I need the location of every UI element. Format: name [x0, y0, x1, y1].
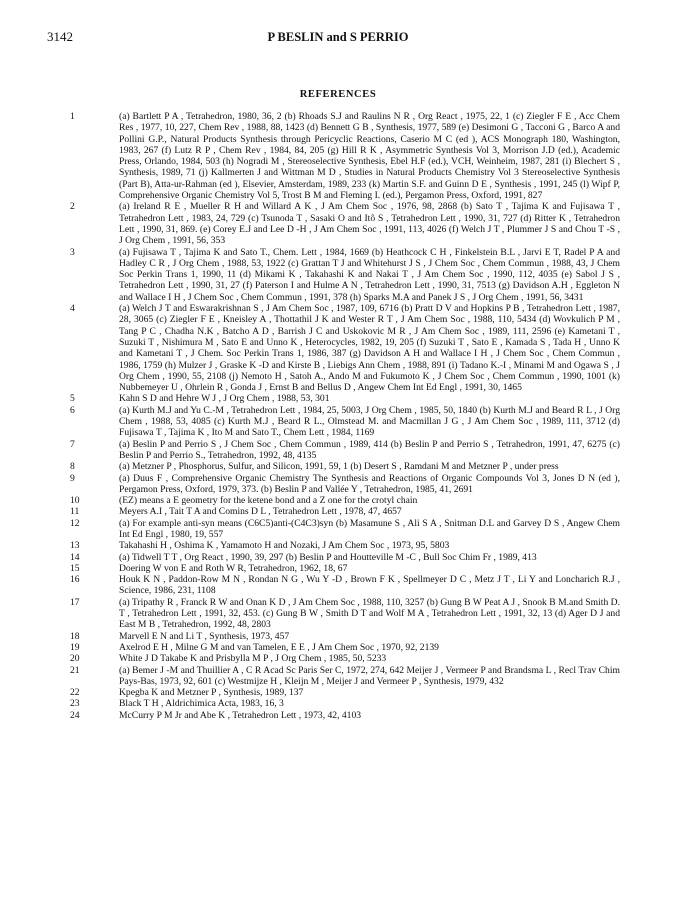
- section-title: REFERENCES: [299, 89, 377, 100]
- reference-list: [70, 111, 620, 721]
- reference-entry: [70, 461, 620, 472]
- reference-text: White J D Takabe K and Prisbylla M P , J Org Chem , 1985, 50, 5233: [119, 653, 387, 665]
- reference-number: 23: [70, 698, 80, 710]
- reference-number: 24: [70, 709, 80, 721]
- reference-text: (a) Duus F , Comprehensive Organic Chemistry The Synthesis and Reactions of Organic Compounds Vol 3, Jones D N (ed ), Pergamon Press, Oxford, 1979, 373. (b) Beslin P and Vallée Y , Tetrahedron, 1985, 41, 2691: [119, 472, 620, 495]
- reference-text: Meyers A.I , Tait T A and Comins D L , Tetrahedron Lett , 1978, 47, 4657: [119, 506, 402, 518]
- reference-entry: [70, 506, 620, 517]
- reference-text: Doering W von E and Roth W R, Tetrahedron, 1962, 18, 67: [119, 562, 348, 574]
- reference-entry: [70, 574, 620, 597]
- reference-entry: [70, 642, 620, 653]
- running-header: P BESLIN and S PERRIO: [267, 30, 409, 44]
- reference-entry: [70, 518, 620, 541]
- reference-number: 12: [70, 517, 80, 529]
- reference-entry: [70, 303, 620, 393]
- reference-number: 3: [70, 246, 75, 258]
- reference-text: (a) Ireland R E , Mueller R H and Willard A K , J Am Chem Soc , 1976, 98, 2868 (b) Sato T , Tajima K and Fujisawa T , Tetrahedron Lett , 1983, 24, 729 (c) Tsunoda T , Sasaki O and Itô S , Tetrahedron Lett , 1990, 31, 727 (d) Ritter K , Tetrahedron Lett , 1990, 31, 869. (e) Corey E.J and Lee D -H , J Am Chem Soc , 1991, 113, 4026 (f) Welch J T , Plummer J S and Chou T -S , J Org Chem , 1991, 56, 353: [119, 201, 620, 247]
- reference-text: Axelrod E H , Milne G M and van Tamelen, E E , J Am Chem Soc , 1970, 92, 2139: [119, 641, 439, 653]
- reference-text: Marvell E N and Li T , Synthesis, 1973, 457: [119, 630, 290, 642]
- reference-number: 6: [70, 404, 75, 416]
- reference-entry: [70, 687, 620, 698]
- reference-number: 22: [70, 687, 80, 699]
- reference-entry: [70, 495, 620, 506]
- reference-text: (a) Tripathy R , Franck R W and Onan K D , J Am Chem Soc , 1988, 110, 3257 (b) Gung B W Peat A J , Snook B M.and Smith D. T , Tetrahedron Lett , 1991, 32, 453. (c) Gung B W , Smith D T and Wolf M A , Tetrahedron Lett , 1991, 32, 13 (d) Ager D J and East M B , Tetrahedron, 1992, 48, 2803: [119, 596, 620, 631]
- reference-number: 10: [70, 495, 80, 507]
- reference-entry: [70, 393, 620, 404]
- reference-number: 11: [70, 506, 80, 518]
- reference-entry: [70, 540, 620, 551]
- reference-number: 2: [70, 201, 75, 213]
- reference-text: (a) Fujisawa T , Tajima K and Sato T., Chem. Lett , 1984, 1669 (b) Heathcock C H , Finkelstein B.L , Jarvi E T, Radel P A and Hadley C R , J Org Chem , 1988, 53, 1922 (c) Grattan T J and Whitehurst J S , J Chem Soc , Chem Commun , 1988, 43, J Chem Soc Perkin Trans 1, 1990, 11 (d) Mikami K , Takahashi K and Nakai T , J Am Chem Soc , 1990, 112, 4035 (e) Sabol J S , Tetrahedron Lett , 1990, 31, 27 (f) Paterson I and Hulme A N , Tetrahedron Lett , 1990, 31, 7513 (g) Davidson A.H , Eggleton N and Wallace I H , J Chem Soc , Chem Commun , 1991, 378 (h) Sparks M.A and Panek J S , J Org Chem , 1991, 56, 3431: [119, 246, 620, 303]
- reference-entry: [70, 405, 620, 439]
- reference-number: 14: [70, 551, 80, 563]
- reference-entry: [70, 111, 620, 201]
- reference-entry: [70, 710, 620, 721]
- reference-text: McCurry P M Jr and Abe K , Tetrahedron Lett , 1973, 42, 4103: [119, 709, 362, 721]
- reference-text: Takahashi H , Oshima K , Yamamoto H and Nozaki, J Am Chem Soc , 1973, 95, 5803: [119, 540, 450, 552]
- reference-text: (EZ) means a E geometry for the ketene bond and a Z one for the crotyl chain: [119, 495, 418, 507]
- reference-entry: [70, 439, 620, 462]
- reference-text: (a) Welch J T and Eswarakrishnan S , J Am Chem Soc , 1987, 109, 6716 (b) Pratt D V and Hopkins P B , Tetrahedron Lett , 1987, 28, 3065 (c) Ziegler F E , Kneisley A , Thottathil J K and Wester R T , J Am Chem Soc , 1988, 110, 5434 (d) Wovkulich P M , Tang P C , Chadha N.K , Batcho A D , Barrish J C and Uskokovic M R , J Am Chem Soc , 1989, 111, 2596 (e) Kametani T , Suzuki T , Nishimura M , Sato E and Unno K , Heterocycles, 1982, 19, 205 (f) Suzuki T , Sato E , Kamada S , Tada H , Unno K and Kametani T , J Chem. Soc Perkin Trans 1, 1986, 387 (g) Davidson A H and Wallace I H , J Chem Soc , Chem Commun , 1986, 1759 (h) Mulzer J , Graske K -D and Kirste B , Liebigs Ann Chem , 1988, 891 (i) Tadano K.-I , Minami M and Ogawa S , J Org Chem , 1990, 55, 2108 (j) Nemoto H , Satoh A., Ando M and Fukumoto K , J Chem Soc , Chem Commun , 1990, 1001 (k) Nubbemeyer U , Ohrlein R , Gonda J , Ernst B and Bellus D , Angew Chem Int Ed Engl , 1991, 30, 1465: [119, 303, 620, 394]
- reference-entry: [70, 552, 620, 563]
- reference-number: 13: [70, 540, 80, 552]
- reference-text: (a) Bartlett P A , Tetrahedron, 1980, 36, 2 (b) Rhoads S.J and Raulins N R , Org React , 1975, 22, 1 (c) Ziegler F E , Acc Chem Res , 1977, 10, 227, Chem Rev , 1988, 88, 1423 (d) Bennett G B , Synthesis, 1977, 589 (e) Desimoni G , Tacconi G , Barco A and Pollini G.P., Natural Products Synthesis through Pericyclic Reactions, Caserio M C (ed ), ACS Monograph 180, Washington, 1983, 267 (f) Lutz R P , Chem Rev , 1984, 84, 205 (g) Hill R K , Asymmetric Synthesis Vol 3, Morrison J.D (ed.), Academic Press, Orlando, 1984, 503 (h) Nogradi M , Stereoselective Synthesis, Ebel H.F (ed.), VCH, Weinheim, 1987, 281 (i) Blechert S , Synthesis, 1989, 71 (j) Kallmerten J and Wittman M D , Studies in Natural Products Chemistry Vol 3 Stereoselective Synthesis (Part B), Atta-ur-Rahman (ed ), Elsevier, Amsterdam, 1989, 233 (k) Martin S.F. and Guinn D E , Synthesis , 1991, 245 (l) Wipf P, Comprehensive Organic Chemistry Vol 5, Trost B M and Fleming I. (ed.), Pergamon Press, Oxford, 1991, 827: [119, 111, 620, 202]
- reference-number: 16: [70, 574, 80, 586]
- reference-text: (a) Metzner P , Phosphorus, Sulfur, and Silicon, 1991, 59, 1 (b) Desert S , Ramdani M and Metzner P , under press: [119, 461, 559, 473]
- reference-entry: [70, 597, 620, 631]
- reference-text: Kahn S D and Hehre W J , J Org Chem , 1988, 53, 301: [119, 393, 330, 405]
- reference-text: (a) Beslin P and Perrio S , J Chem Soc , Chem Commun , 1989, 414 (b) Beslin P and Perrio S , Tetrahedron, 1991, 47, 6275 (c) Beslin P and Perrio S., Tetrahedron, 1992, 48, 4135: [119, 438, 620, 461]
- reference-text: (a) For example anti-syn means (C6C5)anti-(C4C3)syn (b) Masamune S , Ali S A , Snitman D.L and Garvey D S , Angew Chem Int Ed Engl , 1980, 19, 557: [119, 517, 620, 540]
- reference-text: Houk K N , Paddon-Row M N , Rondan N G , Wu Y -D , Brown F K , Spellmeyer D C , Metz J T , Li Y and Loncharich R.J , Science, 1986, 231, 1108: [119, 574, 620, 597]
- reference-entry: [70, 473, 620, 496]
- reference-text: Kpegba K and Metzner P , Synthesis, 1989, 137: [119, 687, 304, 699]
- reference-number: 7: [70, 438, 75, 450]
- reference-number: 19: [70, 641, 80, 653]
- reference-entry: [70, 653, 620, 664]
- reference-text: (a) Kurth M.J and Yu C.-M , Tetrahedron Lett , 1984, 25, 5003, J Org Chem , 1985, 50, 1840 (b) Kurth M.J and Beard R L , J Org Chem , 1988, 53, 4085 (c) Kurth M.J , Beard R L., Olmstead M. and Macmillan J G , J Am Chem Soc , 1989, 111, 3712 (d) Fujisawa T , Tajima K , Ito M and Sato T., Chem Lett , 1984, 1169: [119, 404, 620, 439]
- reference-entry: [70, 563, 620, 574]
- reference-number: 15: [70, 562, 80, 574]
- reference-entry: [70, 247, 620, 303]
- reference-entry: [70, 665, 620, 688]
- reference-number: 8: [70, 461, 75, 473]
- reference-number: 9: [70, 472, 75, 484]
- reference-number: 21: [70, 664, 80, 676]
- reference-number: 17: [70, 596, 80, 608]
- reference-number: 18: [70, 630, 80, 642]
- reference-text: (a) Bemer J -M and Thuillier A , C R Acad Sc Paris Ser C, 1972, 274, 642 Meijer J , Vermeer P and Brandsma L , Recl Trav Chim Pays-Bas, 1973, 92, 601 (c) Westmijze H , Kleijn M , Meijer J and Vermeer P , Synthesis, 1979, 432: [119, 664, 620, 687]
- reference-number: 20: [70, 653, 80, 665]
- reference-entry: [70, 631, 620, 642]
- reference-entry: [70, 201, 620, 246]
- reference-text: (a) Tidwell T T , Org React , 1990, 39, 297 (b) Beslin P and Houtteville M -C , Bull Soc Chim Fr , 1989, 413: [119, 551, 537, 563]
- reference-number: 4: [70, 303, 75, 315]
- reference-number: 5: [70, 393, 75, 405]
- page-number: 3142: [47, 29, 73, 44]
- reference-number: 1: [70, 111, 75, 122]
- reference-text: Black T H , Aldrichimica Acta, 1983, 16, 3: [119, 698, 284, 710]
- reference-entry: [70, 698, 620, 709]
